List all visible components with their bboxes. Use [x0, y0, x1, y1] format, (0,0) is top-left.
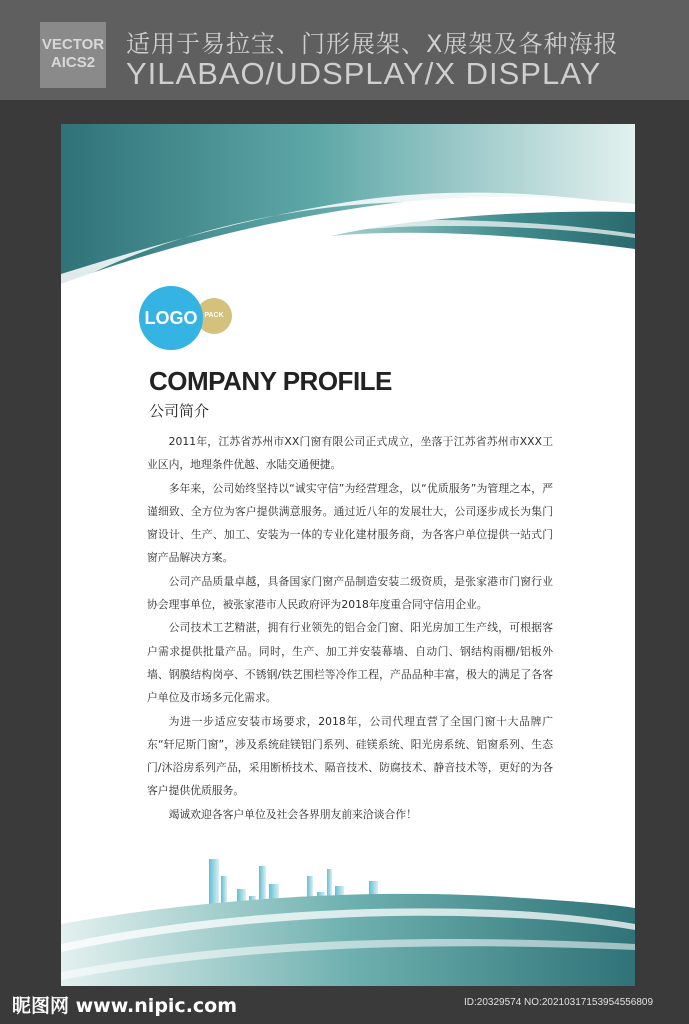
watermark-site: 昵图网 www.nipic.com	[12, 995, 238, 1017]
company-logo: LOGO	[139, 286, 203, 350]
profile-title-cn: 公司简介	[149, 402, 210, 420]
profile-paragraph: 公司产品质量卓越，具备国家门窗产品制造安装二级资质，是张家港市门窗行业协会理事单位，被张家港市人民政府评为2018年度重合同守信用企业。	[147, 574, 553, 612]
vector-badge	[40, 22, 106, 88]
profile-title-en: COMPANY PROFILE	[149, 366, 392, 396]
pack-logo: PACK	[196, 298, 232, 334]
profile-paragraph: 多年来，公司始终坚持以“诚实守信”为经营理念，以“优质服务”为管理之本，严谨细致、全方位为客户提供满意服务。通过近八年的发展壮大，公司逐步成长为集门窗设计、生产、加工、安装为一体的专业化建材服务商，为各客户单位提供一站式门窗产品解决方案。	[147, 481, 553, 565]
header-title-cn: 适用于易拉宝、门形展架、X展架及各种海报	[126, 30, 619, 58]
profile-paragraph: 为进一步适应安装市场要求，2018年，公司代理直营了全国门窗十大品牌广东“轩尼斯门窗”，涉及系统硅镁铝门系列、硅镁系统、阳光房系统、铝窗系列、生态门/沐浴房系列产品，采用断桥技术、隔音技术、防腐技术、静音技术等，更好的为各客户提供优质服务。	[147, 714, 553, 798]
header-bar	[0, 0, 689, 100]
profile-paragraph: 竭诚欢迎各客户单位及社会各界朋友前来洽谈合作！	[168, 807, 417, 821]
badge-line-1: VECTOR	[41, 36, 105, 53]
badge-line-2: AICS2	[50, 54, 96, 71]
profile-paragraph: 2011年，江苏省苏州市XX门窗有限公司正式成立，坐落于江苏省苏州市XXX工业区内，地理条件优越、水陆交通便捷。	[147, 435, 553, 472]
poster	[61, 124, 635, 986]
profile-paragraph: 公司技术工艺精湛，拥有行业领先的铝合金门窗、阳光房加工生产线，可根据客户需求提供批量产品。同时，生产、加工并安装幕墙、自动门、钢结构雨棚/铝板外墙、钢膜结构岗亭、不锈钢/铁艺围栏等冷作工程，产品品种丰富，极大的满足了各客户单位及市场多元化需求。	[147, 621, 553, 705]
header-title-en: YILABAO/UDSPLAY/X DISPLAY	[126, 56, 602, 91]
profile-body	[147, 430, 553, 826]
watermark-id: ID:20329574 NO:20210317153954556809	[464, 997, 654, 1008]
